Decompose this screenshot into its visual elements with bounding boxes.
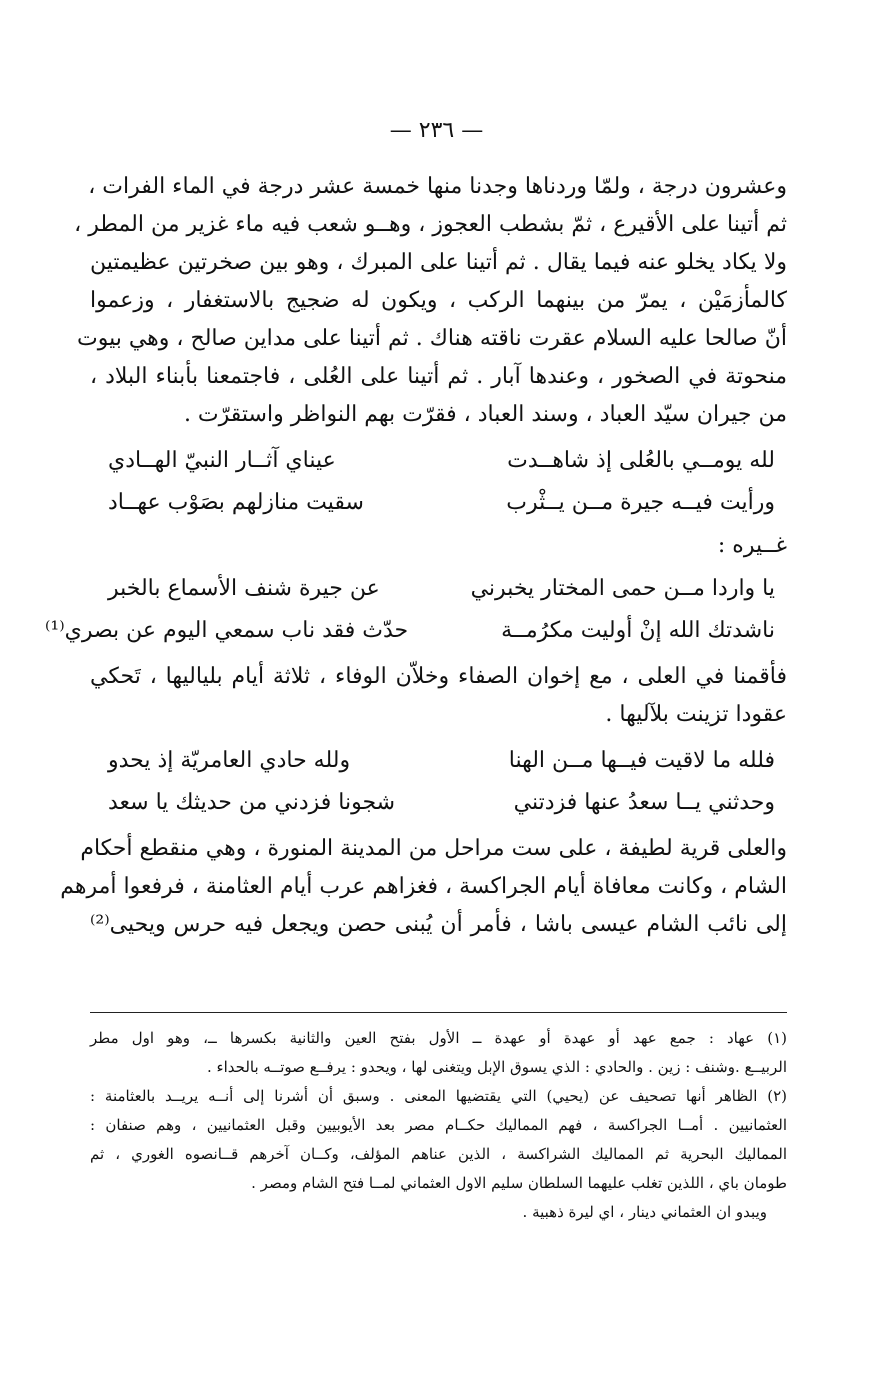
page-number: — ٢٣٦ — [389, 118, 484, 143]
poem-heading: غــيره : [717, 533, 787, 558]
text-line: ثم أتينا على الأقيرع ، ثمّ بشطب العجوز ، وهــو شعب فيه ماء غزير من المطر ، [74, 212, 787, 237]
text-line: منحوتة في الصخور ، وعندها آبار . ثم أتينا على العُلى ، فاجتمعنا بأبناء البلاد ، [90, 364, 787, 389]
verse [90, 782, 787, 824]
verse-first-hemistich: ورأيت فيــه جيرة مــن يــثْرب [506, 490, 775, 515]
text-line: عقودا تزينت بلآليها . [605, 702, 787, 727]
verse-first-hemistich: وحدثني يــا سعدُ عنها فزدتني [513, 790, 775, 815]
footnote-divider [90, 1012, 787, 1013]
text-line: أنّ صالحا عليه السلام عقرت ناقته هناك . ثم أتينا على مداين صالح ، وهي بيوت [77, 326, 787, 351]
footnote-line: ويبدو ان العثماني دينار ، اي ليرة ذهبية . [522, 1203, 767, 1221]
paragraph-2 [90, 658, 787, 734]
verse-second-hemistich: شجونا فزدني من حديثك يا سعد [108, 790, 396, 815]
verse-first-hemistich: ناشدتك الله إنْ أوليت مكرُمــة [501, 618, 775, 643]
verse-second-hemistich: ولله حادي العامريّة إذ يحدو [108, 748, 351, 773]
poem-1 [90, 440, 787, 524]
verse [90, 440, 787, 482]
footnote-line: الربيــع .وشنف : زين . والحادي : الذي يسوق الإبل ويتغنى لها ، ويحدو : يرفــع صوتــه بالحداء . [207, 1058, 787, 1076]
verse-first-hemistich: لله يومــي بالعُلى إذ شاهــدت [507, 448, 775, 473]
text-line: الشام ، وكانت معافاة أيام الجراكسة ، فغزاهم عرب أيام العثامنة ، فرفعوا أمرهم [60, 874, 787, 899]
verse-first-hemistich: يا واردا مــن حمى المختار يخبرني [470, 576, 775, 601]
poem-3 [90, 740, 787, 824]
poem-2 [44, 568, 787, 652]
verse-first-hemistich: فلله ما لاقيت فيــها مــن الهنا [508, 748, 775, 773]
verse [90, 568, 787, 610]
text-line: والعلى قرية لطيفة ، على ست مراحل من المدينة المنورة ، وهي منقطع أحكام [80, 836, 787, 861]
paragraph-3 [60, 830, 787, 944]
verse-second-hemistich: عن جيرة شنف الأسماع بالخبر [108, 576, 380, 601]
verse [90, 482, 787, 524]
text-line: إلى نائب الشام عيسى باشا ، فأمر أن يُبنى حصن ويجعل فيه حرس ويحيى⁽²⁾ [90, 912, 787, 937]
footnote-line: طومان باي ، اللذين تغلب عليهما السلطان سليم الاول العثماني لمــا فتح الشام ومصر . [251, 1174, 787, 1192]
text-line: وعشرون درجة ، ولمّا وردناها وجدنا منها خمسة عشر درجة في الماء الفرات ، [88, 174, 787, 199]
footnote-line: (٢) الظاهر أنها تصحيف عن (يحيي) التي يقتضيها المعنى . وسبق أن أشرنا إلى أنــه يريــد بالعثامنة : [90, 1087, 787, 1105]
footnote-line: المماليك البحرية ثم المماليك الشراكسة ، الذين عناهم المؤلف، وكــان آخرهم قــانصوه الغوري ، ثم [90, 1145, 787, 1163]
footnote-line: (١) عهاد : جمع عهد أو عهدة أو عهدة ــ الأول بفتح العين والثانية بكسرها ــ، وهو اول مطر [90, 1029, 787, 1047]
verse [44, 610, 787, 652]
verse [90, 740, 787, 782]
text-line: فأقمنا في العلى ، مع إخوان الصفاء وخلاّن الوفاء ، ثلاثة أيام بلياليها ، تَحكي [90, 664, 787, 689]
text-line: ولا يكاد يخلو عنه فيما يقال . ثم أتينا على المبرك ، وهو بين صخرتين عظيمتين [90, 250, 787, 275]
text-line: من جيران سيّد العباد ، وسند العباد ، فقرّت بهم النواظر واستقرّت . [183, 402, 787, 427]
footnotes [90, 1024, 787, 1227]
footnote-line: العثمانيين . أمــا الجراكسة ، فهم المماليك حكــام مصر بعد الأيوبيين وقبل العثمانيين ، وهم صنفان : [90, 1116, 787, 1134]
verse-second-hemistich: عيناي آثــار النبيّ الهــادي [108, 448, 336, 473]
paragraph-1 [74, 168, 787, 434]
main-text [44, 168, 787, 944]
verse-second-hemistich: سقيت منازلهم بصَوْب عهــاد [108, 490, 364, 515]
text-line: كالمأزمَيْن ، يمرّ من بينهما الركب ، ويكون له ضجيج بالاستغفار ، وزعموا [90, 288, 787, 313]
verse-second-hemistich: حدّث فقد ناب سمعي اليوم عن بصري⁽¹⁾ [44, 618, 409, 643]
